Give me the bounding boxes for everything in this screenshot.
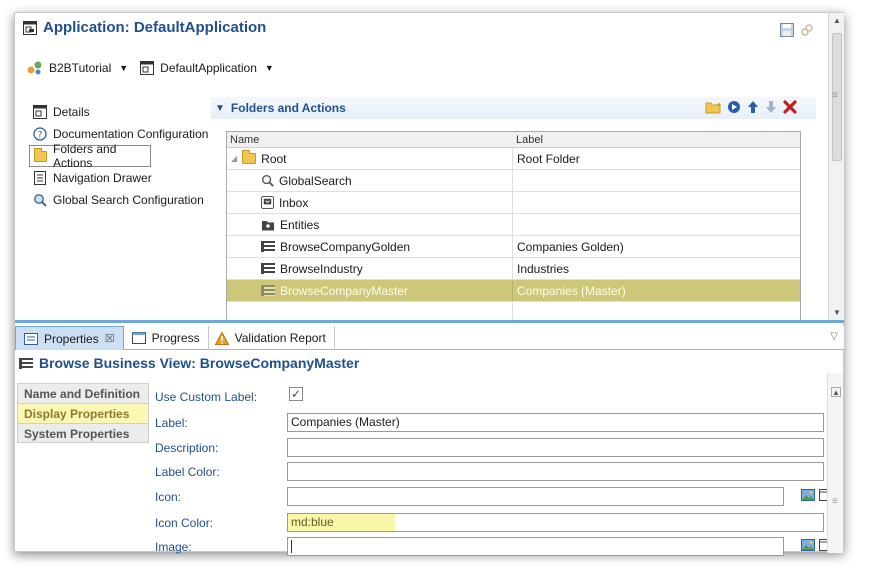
editor-title [23,19,266,36]
property-sections [17,383,149,443]
tab-label: Properties [44,331,99,346]
window [14,12,844,552]
inbox-icon [261,196,274,209]
search-icon [33,193,47,207]
pane-splitter[interactable] [15,320,844,323]
nav-item-label: Navigation Drawer [53,171,152,185]
field-label-color [155,462,827,482]
scroll-up-icon[interactable]: ▲ [833,16,841,25]
view-menu-icon[interactable]: ▽ [830,331,838,342]
section-title: Folders and Actions [230,101,346,115]
collapse-icon[interactable]: ▼ [215,102,225,114]
icon-color-input[interactable]: md:blue [287,513,824,532]
use-custom-label-checkbox[interactable]: ✓ [290,387,302,401]
folder-icon [34,151,47,162]
section-tab-system-properties[interactable]: System Properties [17,423,149,443]
resize-grip-icon[interactable]: ≡ [832,90,838,101]
application-editor [15,13,844,323]
field-label: Use Custom Label: [155,390,258,404]
nav-item-label: Folders and Actions [53,142,117,170]
section-tab-display-properties[interactable]: Display Properties [17,403,149,423]
svg-text:✦: ✦ [716,101,722,109]
row-name: Entities [280,217,320,232]
nav-item-label: Global Search Configuration [53,193,204,207]
page-title: Application: DefaultApplication [43,19,267,36]
field-label-text: Icon Color: [155,516,214,530]
list-icon [261,263,275,274]
column-header-label[interactable]: Label [516,134,543,146]
label-input[interactable]: Companies (Master) [287,413,824,432]
properties-title [19,355,359,371]
row-name: Root [261,151,287,166]
close-icon[interactable]: ☒ [104,333,115,345]
tab-progress[interactable] [124,326,209,350]
tab-label: Progress [151,331,200,345]
properties-icon [24,333,38,345]
row-name: BrowseCompanyMaster [280,283,409,298]
save-icon[interactable] [780,23,794,37]
search-icon [261,174,274,187]
properties-scrollbar[interactable] [827,373,843,553]
table-row[interactable] [227,258,800,280]
table-row[interactable] [227,236,800,258]
chevron-down-icon[interactable]: ▼ [119,63,129,73]
tab-label: Validation Report [234,331,326,345]
description-input[interactable] [287,438,824,457]
label-color-input[interactable] [287,462,824,481]
row-label: Root Folder [517,151,580,166]
image-picker-icon[interactable] [801,539,815,551]
section-toolbar [705,100,797,114]
application-icon [33,105,47,119]
breadcrumb-item-model[interactable]: B2BTutorial [49,61,112,75]
chevron-down-icon[interactable]: ▼ [264,63,274,73]
scroll-down-icon[interactable]: ▼ [833,308,841,317]
folder-icon [242,153,256,164]
resize-grip-icon[interactable]: ≡ [832,496,838,507]
field-label-text: Label Color: [155,465,220,479]
row-label: Companies (Master) [517,283,626,298]
application-icon [140,61,154,75]
delete-icon[interactable] [783,100,797,114]
drawer-icon [33,171,47,185]
move-up-icon[interactable] [747,100,759,114]
field-description [155,438,827,458]
tab-validation-report[interactable] [209,326,335,350]
image-picker-icon[interactable] [801,489,815,501]
table-row[interactable] [227,192,800,214]
section-tab-name-definition[interactable]: Name and Definition [17,383,149,403]
view-tabs [15,326,844,350]
field-label-text: Label: [155,416,188,430]
nav-item-navigation-drawer[interactable] [29,167,209,189]
table-row[interactable] [227,170,800,192]
application-icon [23,21,37,35]
progress-icon [132,332,146,344]
warning-icon [215,332,229,345]
folders-tree-table [226,131,801,321]
link-icon[interactable] [800,23,814,37]
row-name: BrowseCompanyGolden [280,239,411,254]
nav-item-label: Details [53,105,90,119]
tab-properties[interactable] [15,326,124,350]
field-use-custom-label [155,387,827,407]
expand-toggle-icon[interactable]: ◢ [231,154,238,163]
list-icon [19,358,33,369]
row-name: BrowseIndustry [280,261,363,276]
list-icon [261,241,275,252]
field-label-text: Icon: [155,490,182,504]
nav-item-label: Documentation Configuration [53,127,209,141]
nav-item-global-search[interactable] [29,189,209,211]
svg-text:?: ? [37,130,43,141]
model-icon [27,61,43,75]
field-image [155,537,827,557]
row-label: Industries [517,261,570,276]
image-input[interactable] [287,537,784,556]
row-name: Inbox [279,195,309,210]
nav-item-details[interactable] [29,101,209,123]
icon-input[interactable] [287,487,784,506]
column-header-name[interactable]: Name [230,134,260,146]
scroll-up-icon[interactable]: ▲ [832,388,840,397]
move-down-icon[interactable] [765,100,777,114]
field-icon [155,487,827,507]
field-label-text: Description: [155,441,219,455]
editor-scrollbar[interactable] [828,13,844,323]
field-label-text: Image: [155,540,192,554]
table-row[interactable] [227,148,800,170]
field-label [155,413,827,433]
new-folder-icon[interactable] [705,100,721,114]
row-label: Companies Golden) [517,239,624,254]
table-row-selected[interactable] [227,280,800,302]
list-icon [261,285,275,296]
field-icon-color [155,513,827,533]
add-action-icon[interactable] [727,100,741,114]
breadcrumb-item-application[interactable]: DefaultApplication [160,61,257,75]
help-icon [33,127,47,141]
row-name: GlobalSearch [279,173,352,188]
properties-heading: Browse Business View: BrowseCompanyMaster [39,355,360,371]
table-row[interactable] [227,214,800,236]
editor-toolbar [780,23,814,37]
breadcrumb [27,61,280,75]
nav-item-folders[interactable] [29,142,151,170]
editor-nav [29,101,209,211]
entities-icon [261,219,275,231]
table-header [227,132,800,148]
